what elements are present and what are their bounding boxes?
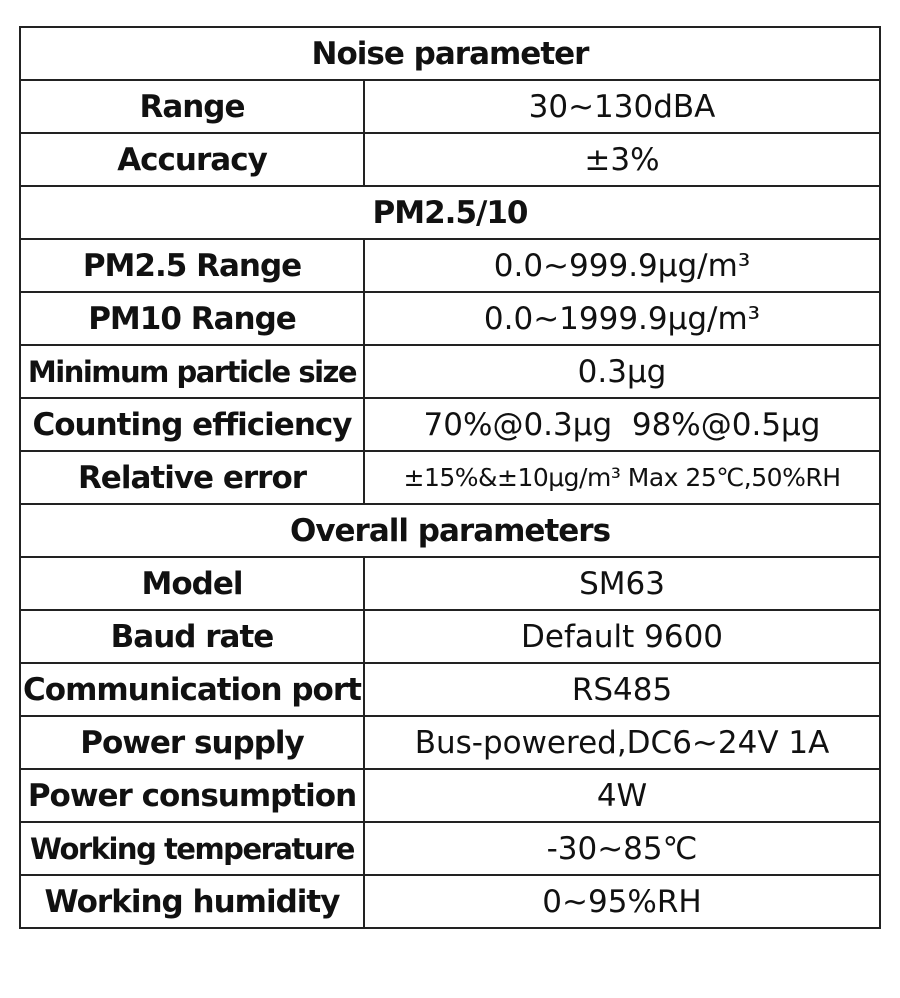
table-row [20,80,880,133]
row-value: ±3% [364,133,880,186]
table-row [20,875,880,928]
row-value: 0.3μg [364,345,880,398]
table-row [20,663,880,716]
table-row [20,292,880,345]
spec-table [19,26,881,929]
section-title-overall: Overall parameters [20,504,880,557]
row-label: Range [20,80,364,133]
row-value: 0.0~999.9μg/m³ [364,239,880,292]
row-label: Model [20,557,364,610]
row-value: 4W [364,769,880,822]
row-label: PM10 Range [20,292,364,345]
row-value: -30~85℃ [364,822,880,875]
row-label: PM2.5 Range [20,239,364,292]
table-row [20,451,880,504]
table-row [20,716,880,769]
table-row [20,345,880,398]
row-value: SM63 [364,557,880,610]
row-label: Counting efficiency [20,398,364,451]
table-row [20,822,880,875]
row-label: Communication port [20,663,364,716]
row-value: RS485 [364,663,880,716]
row-label: Working humidity [20,875,364,928]
table-row [20,133,880,186]
table-row [20,610,880,663]
row-label: Baud rate [20,610,364,663]
row-label: Working temperature [20,822,364,875]
row-value: 0.0~1999.9μg/m³ [364,292,880,345]
table-row [20,239,880,292]
row-value: Default 9600 [364,610,880,663]
row-label: Relative error [20,451,364,504]
row-value: 70%@0.3μg 98%@0.5μg [364,398,880,451]
row-value: 30~130dBA [364,80,880,133]
section-header-row [20,186,880,239]
section-title-pm: PM2.5/10 [20,186,880,239]
table-row [20,398,880,451]
section-title-noise: Noise parameter [20,27,880,80]
table-row [20,557,880,610]
row-value: 0~95%RH [364,875,880,928]
row-value: Bus-powered,DC6~24V 1A [364,716,880,769]
row-label: Power consumption [20,769,364,822]
row-label: Power supply [20,716,364,769]
section-header-row [20,504,880,557]
row-value: ±15%&±10μg/m³ Max 25℃,50%RH [364,451,880,504]
section-header-row [20,27,880,80]
table-row [20,769,880,822]
row-label: Minimum particle size [20,345,364,398]
row-label: Accuracy [20,133,364,186]
